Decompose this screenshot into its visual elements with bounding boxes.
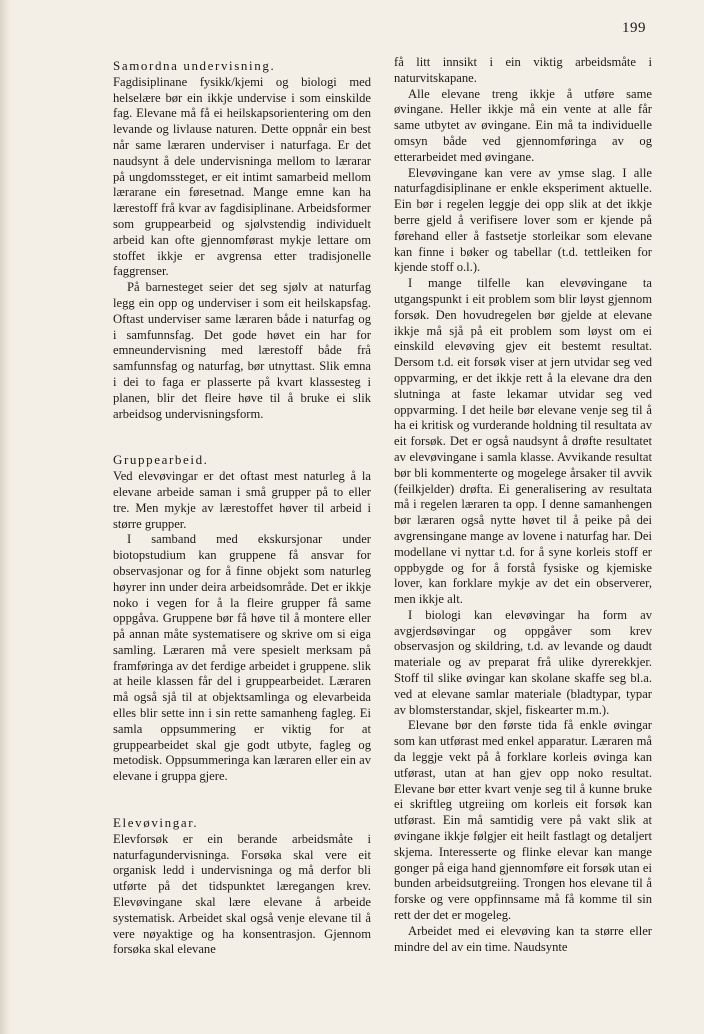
- section-heading: Gruppearbeid.: [113, 452, 209, 468]
- page-edge: [0, 0, 10, 1034]
- page-number: 199: [622, 20, 646, 36]
- paragraph: Fagdisiplinane fysikk/kjemi og biologi med helselære bør ein ikkje undervise i som einskilde fag. Elevane må få ei heilskapsorientering om den levande og livlause naturen. Dette oppnår ein best når same læraren underviser i naturfaga. Er det naudsynt å dele undervisninga mellom to lærarar på ungdomssteget, er eit intimt samarbeid mellom lærarane ein føresetnad. Mange emne kan ha lærestoff frå kvar av fagdisiplinane. Arbeidsformer som gruppearbeid og sjølvstendig individuelt arbeid kan ofte gjennomførast mykje lettare om stoffet ikkje er avgrensa etter tradisjonelle faggrenser.: [113, 74, 371, 279]
- paragraph: Elevøvingane kan vere av ymse slag. I alle naturfagdisiplinane er enkle eksperiment aktuelle. Ein bør i regelen leggje dei opp slik at det ikkje berre gjeld å verifisere lover som er kjende på førehand eller å fastsetje storleikar som elevane kan finne i bøker og tabellar (t.d. tettleiken for kjende stoff o.l.).: [394, 165, 652, 275]
- section-heading: Elevøvingar.: [113, 815, 199, 831]
- paragraph: Elevane bør den første tida få enkle øvingar som kan utførast med enkel apparatur. Læraren må da leggje vekt på å forklare korleis øvinga kan utførast, utan at han gjev opp noko resultat. Elevane bør etter kvart venje seg til å kunne bruke ei skriftleg utgreiing om korleis eit forsøk kan utførast. Ein må samtidig vere på vakt slik at øvingane ikkje følgjer eit heilt fastlagt og detaljert skjema. Interesserte og flinke elevar kan mange gonger på eiga hand gjennomføre eit forsøk utan ei bunden arbeidsutgreiing. Trongen hos elevane til å forske og vere oppfinnsame må få komme til sin rett der det er mogeleg.: [394, 718, 652, 923]
- paragraph: På barnesteget seier det seg sjølv at naturfag legg ein opp og underviser i som eit heilskapsfag. Oftast underviser same læraren både i naturfag og i samfunnsfag. Det gode høvet ein har for emneundervisning med lærestoff både frå samfunnsfag og naturfag, bør utnyttast. Slik emna i dei to faga er plasserte på kvart klassesteg i planen, blir det fleire høve til å bruke ei slik arbeidsog undervisningsform.: [113, 280, 371, 421]
- section-gruppearbeid: [113, 452, 371, 785]
- paragraph: I samband med ekskursjonar under biotopstudium kan gruppene få ansvar for observasjonar og for å finne objekt som naturleg høyrer inn under deira arbeidsområde. Det er ikkje noko i vegen for å la fleire grupper få same oppgåva. Gruppene bør få høve til å montere eller på annan måte systematisere og skrive om si eiga samling. Læraren må vere spesielt merksam på framføringa av det ferdige arbeidet i gruppene. slik at heile klassen får del i gruppearbeidet. Læraren må også sjå til at objektsamlinga og elevarbeida elles blir sette inn i sin rette samanheng fagleg. Ei samla oppsummering er viktig for at gruppearbeidet skal gje godt utbyte, fagleg og metodisk. Oppsummeringa kan læraren eller ein av elevane i gruppa gjere.: [113, 532, 371, 784]
- paragraph: Ved elevøvingar er det oftast mest naturleg å la elevane arbeide saman i små grupper på to eller tre. Men mykje av lærestoffet høver til arbeid i større grupper.: [113, 469, 371, 531]
- paragraph: få litt innsikt i ein viktig arbeidsmåte i naturvitskapane.: [394, 55, 652, 85]
- paragraph: Arbeidet med ei elevøving kan ta større eller mindre del av ein time. Naudsynte: [394, 923, 652, 954]
- paragraph: I biologi kan elevøvingar ha form av avgjerdsøvingar og oppgåver som krev observasjon og skildring, t.d. av levande og daudt materiale og av preparat frå ulike dyrerekkjer. Stoff til slike øvingar kan skolane skaffe seg bl.a. ved at elevane samlar materiale (bladtypar, typar av blomsterstandar, skjel, fiskearter m.m.).: [394, 607, 652, 717]
- section-heading: Samordna undervisning.: [113, 58, 276, 73]
- right-column: [394, 55, 652, 955]
- paragraph: Alle elevane treng ikkje å utføre same øvingane. Heller ikkje må ein vente at alle får same utbytet av øvingane. Ein må ta individuelle omsyn både ved gjennomføringa av og etterarbeidet med øvingane.: [394, 86, 652, 164]
- section-elevovingar: [113, 815, 371, 958]
- paragraph: I mange tilfelle kan elevøvingane ta utgangspunkt i eit problem som blir løyst gjennom forsøk. Den hovudregelen bør gjelde at elevane ikkje må sjå på eit problem som løyst om ei einskild elevøving gjev eit bestemt resultat. Dersom t.d. eit forsøk viser at jern utvidar seg ved oppvarming, er det ikkje rett å la elevane dra den slutninga at faste lekamar utvidar seg ved oppvarming. I det heile bør elevane venje seg til å ha ei kritisk og vurderande holdning til resultata av eit forsøk. Det er også naudsynt å drøfte resultatet av elevøvingane i samla klasse. Avvikande resultat bør bli kommenterte og mogelege årsaker til avvik (feilkjelder) drøfta. Ei generalisering av resultata må i regelen læraren ta opp. I denne samanhengen bør læraren også nytte høvet til å peike på dei avgrensingane mange av lovene i naturfag har. Dei modellane vi nyttar t.d. for å syne korleis stoff er oppbygde og for å forstå fysiske og kjemiske lover, kan forklare mykje av det ein observerer, men ikkje alt.: [394, 276, 652, 607]
- left-column: [113, 58, 371, 958]
- paragraph: Elevforsøk er ein berande arbeidsmåte i naturfagundervisninga. Forsøka skal vere eit organisk ledd i undervisninga og må derfor bli utførte på det tidspunktet læregangen krev. Elevøvingane skal lære elevane å arbeide systematisk. Arbeidet skal også venje elevane til å vere nøyaktige og ha konsentrasjon. Gjennom forsøka skal elevane: [113, 831, 371, 957]
- section-samordna-undervisning: [113, 58, 371, 422]
